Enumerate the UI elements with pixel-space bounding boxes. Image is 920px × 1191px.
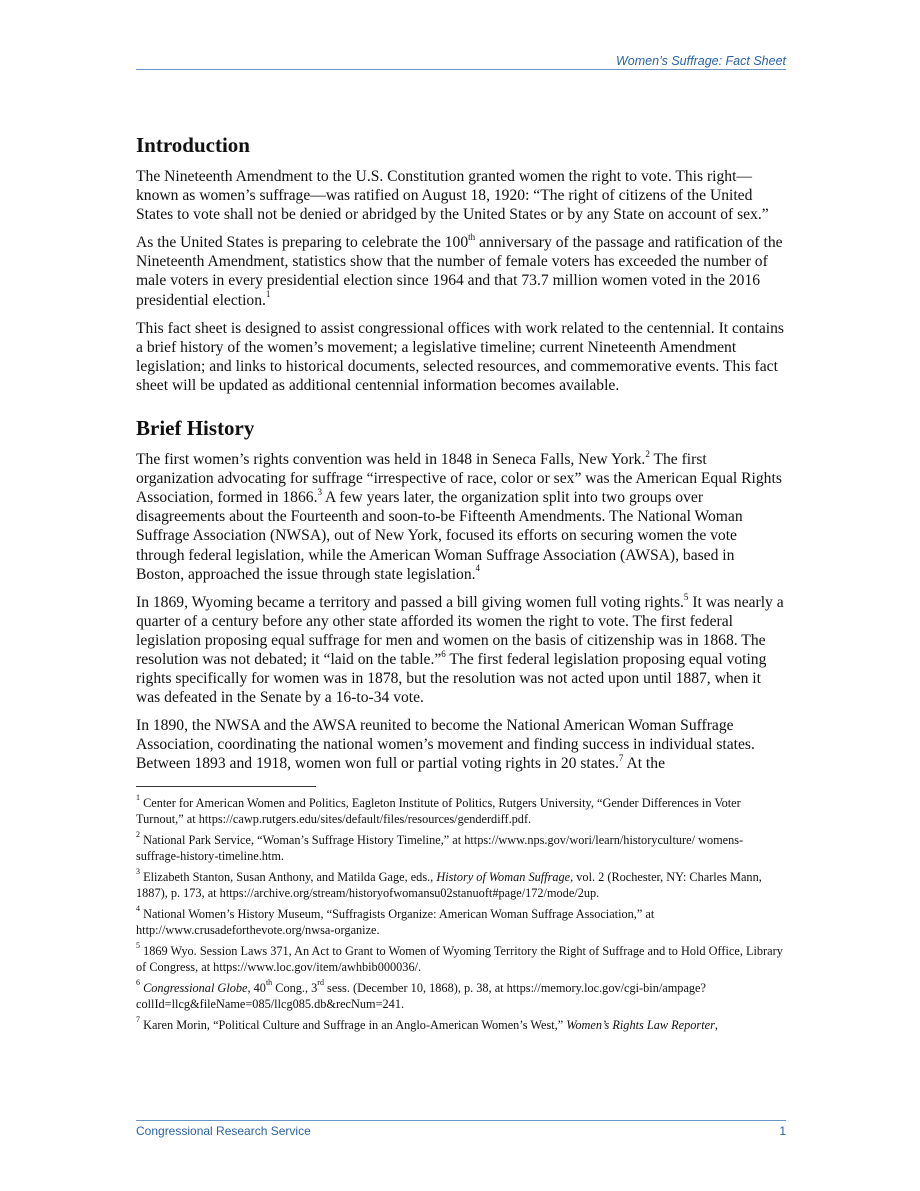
footnote-number: 1 bbox=[136, 793, 140, 803]
footnote-text: , 40 bbox=[247, 980, 266, 995]
history-paragraph-1 bbox=[136, 450, 786, 584]
page-number: 1 bbox=[779, 1124, 786, 1138]
footnote-divider bbox=[136, 786, 316, 787]
intro-p2-text-a: As the United States is preparing to celebrate the 100 bbox=[136, 234, 469, 252]
intro-paragraph-3: This fact sheet is designed to assist congressional offices with work related to the centennial. It contains a brief history of the women’s movement; a legislative timeline; current Nineteenth Amendment legislation; and links to historical documents, selected resources, and commemorative events. This fact sheet will be updated as additional centennial information becomes available. bbox=[136, 319, 784, 394]
footnote-book-title: History of Woman Suffrage bbox=[436, 869, 571, 884]
footnote-ref-6[interactable]: 6 bbox=[441, 648, 446, 659]
history-paragraph-3 bbox=[136, 716, 786, 773]
footnote-text: National Women’s History Museum, “Suffragists Organize: American Woman Suffrage Association,” at http://www.crusadeforthevote.org/nwsa-organize. bbox=[136, 906, 655, 937]
footnote-5 bbox=[136, 943, 786, 975]
footnote-4 bbox=[136, 906, 786, 938]
footnote-number: 2 bbox=[136, 830, 140, 840]
footnote-3 bbox=[136, 869, 786, 901]
intro-p2-text-b: anniversary of the passage and ratification of the Nineteenth Amendment, statistics show that the number of female voters has exceeded the number of male voters in every presidential election since 1964 and that 73.7 million women voted in the 2016 presidential election. bbox=[136, 234, 783, 309]
footnote-ref-4[interactable]: 4 bbox=[475, 563, 481, 574]
footnote-ref-7[interactable]: 7 bbox=[618, 753, 624, 764]
footnote-text: 1869 Wyo. Session Laws 371, An Act to Grant to Women of Wyoming Territory the Right of Suffrage and to Hold Office, Library of Congress, at https://www.loc.gov/item/awhbib000036/. bbox=[136, 943, 783, 974]
history-p2-text-c: The first federal legislation proposing equal voting rights specifically for women was in 1878, but the resolution was not acted upon until 1887, when it was defeated in the Senate by a 16-to-34 vote. bbox=[136, 650, 767, 707]
history-p1-text-a: The first women’s rights convention was held in 1848 in Seneca Falls, New York. bbox=[136, 451, 646, 469]
header-divider bbox=[136, 69, 786, 70]
ordinal-suffix: th bbox=[468, 232, 476, 243]
intro-paragraph-2 bbox=[136, 233, 786, 309]
footnote-ref-2[interactable]: 2 bbox=[645, 448, 650, 459]
footnote-publication-title: Congressional Globe bbox=[143, 980, 248, 995]
footnote-2 bbox=[136, 832, 786, 864]
footnote-ref-5[interactable]: 5 bbox=[683, 591, 689, 602]
footnote-text: sess. (December 10, 1868), p. 38, at https://memory.loc.gov/cgi-bin/ampage? collId=llcg&fileName=085/llcg085.db&recNum=241. bbox=[136, 980, 706, 1011]
intro-paragraph-1: The Nineteenth Amendment to the U.S. Constitution granted women the right to vote. This right—known as women’s suffrage—was ratified on August 18, 1920: “The right of citizens of the United States to vote shall not be denied or abridged by the United States or by any State on account of sex.” bbox=[136, 168, 769, 224]
footer-divider bbox=[136, 1120, 786, 1121]
ordinal-suffix: rd bbox=[317, 978, 324, 988]
footnote-7 bbox=[136, 1017, 786, 1033]
page-body bbox=[136, 132, 786, 1038]
footnote-text: Cong., 3 bbox=[272, 980, 318, 995]
footnote-number: 7 bbox=[136, 1015, 140, 1025]
footnote-6 bbox=[136, 980, 786, 1012]
history-p1-text-c: A few years later, the organization split into two groups over disagreements about the Fourteenth and soon-to-be Fifteenth Amendments. The National Woman Suffrage Association (NWSA), out of New York, focused its efforts on securing women the vote through federal legislation, while the American Woman Suffrage Association (AWSA), based in Boston, approached the issue through state legislation. bbox=[136, 489, 743, 583]
footnote-text: National Park Service, “Woman’s Suffrage History Timeline,” at https://www.nps.gov/wori/learn/historyculture/ womens-suffrage-history-timeline.htm. bbox=[136, 832, 744, 863]
footnote-text: , vol. 2 (Rochester, NY: Charles Mann, 1887), p. 173, at https://archive.org/stream/historyofwomansu02stanuoft#page/172/mode/2up. bbox=[136, 869, 762, 900]
footnote-journal-title: Women’s Rights Law Reporter bbox=[566, 1017, 715, 1032]
footnote-1 bbox=[136, 795, 786, 827]
running-header: Women’s Suffrage: Fact Sheet bbox=[616, 54, 786, 68]
brief-history-heading: Brief History bbox=[136, 416, 255, 441]
history-p3-text-b: At the bbox=[623, 755, 665, 773]
history-p3-text-a: In 1890, the NWSA and the AWSA reunited to become the National American Woman Suffrage Association, coordinating the national women’s movement and finding success in individual states. Between 1893 and 1918, women won full or partial voting rights in 20 states. bbox=[136, 717, 755, 773]
history-p1-text-b: The first organization advocating for suffrage “irrespective of race, color or sex” was the American Equal Rights Association, formed in 1866. bbox=[136, 451, 782, 507]
footnote-number: 6 bbox=[136, 978, 140, 988]
history-p2-text-b: It was nearly a quarter of a century before any other state afforded its women the right to vote. The first federal legislation proposing equal suffrage for men and women on the basis of citizenship was in 1868. The resolution was not debated; it “laid on the table.” bbox=[136, 593, 784, 668]
history-paragraph-2 bbox=[136, 593, 786, 708]
footnote-number: 4 bbox=[136, 904, 140, 914]
footnote-number: 3 bbox=[136, 867, 140, 877]
footnote-text: Elizabeth Stanton, Susan Anthony, and Matilda Gage, eds., bbox=[140, 869, 437, 884]
footnote-ref-3[interactable]: 3 bbox=[317, 487, 322, 498]
footnote-text: , bbox=[714, 1017, 718, 1032]
footnote-ref-1[interactable]: 1 bbox=[265, 289, 271, 300]
history-p2-text-a: In 1869, Wyoming became a territory and passed a bill giving women full voting rights. bbox=[136, 593, 684, 611]
footnote-text: Karen Morin, “Political Culture and Suffrage in an Anglo-American Women’s West,” bbox=[140, 1017, 567, 1032]
footer-publisher: Congressional Research Service bbox=[136, 1124, 311, 1138]
footnote-number: 5 bbox=[136, 941, 140, 951]
footnote-text: Center for American Women and Politics, Eagleton Institute of Politics, Rutgers University, “Gender Differences in Voter Turnout,” at https://cawp.rutgers.edu/sites/default/files/resources/genderdiff.pdf. bbox=[136, 795, 741, 826]
intro-heading: Introduction bbox=[136, 133, 250, 157]
ordinal-suffix: th bbox=[265, 978, 273, 988]
